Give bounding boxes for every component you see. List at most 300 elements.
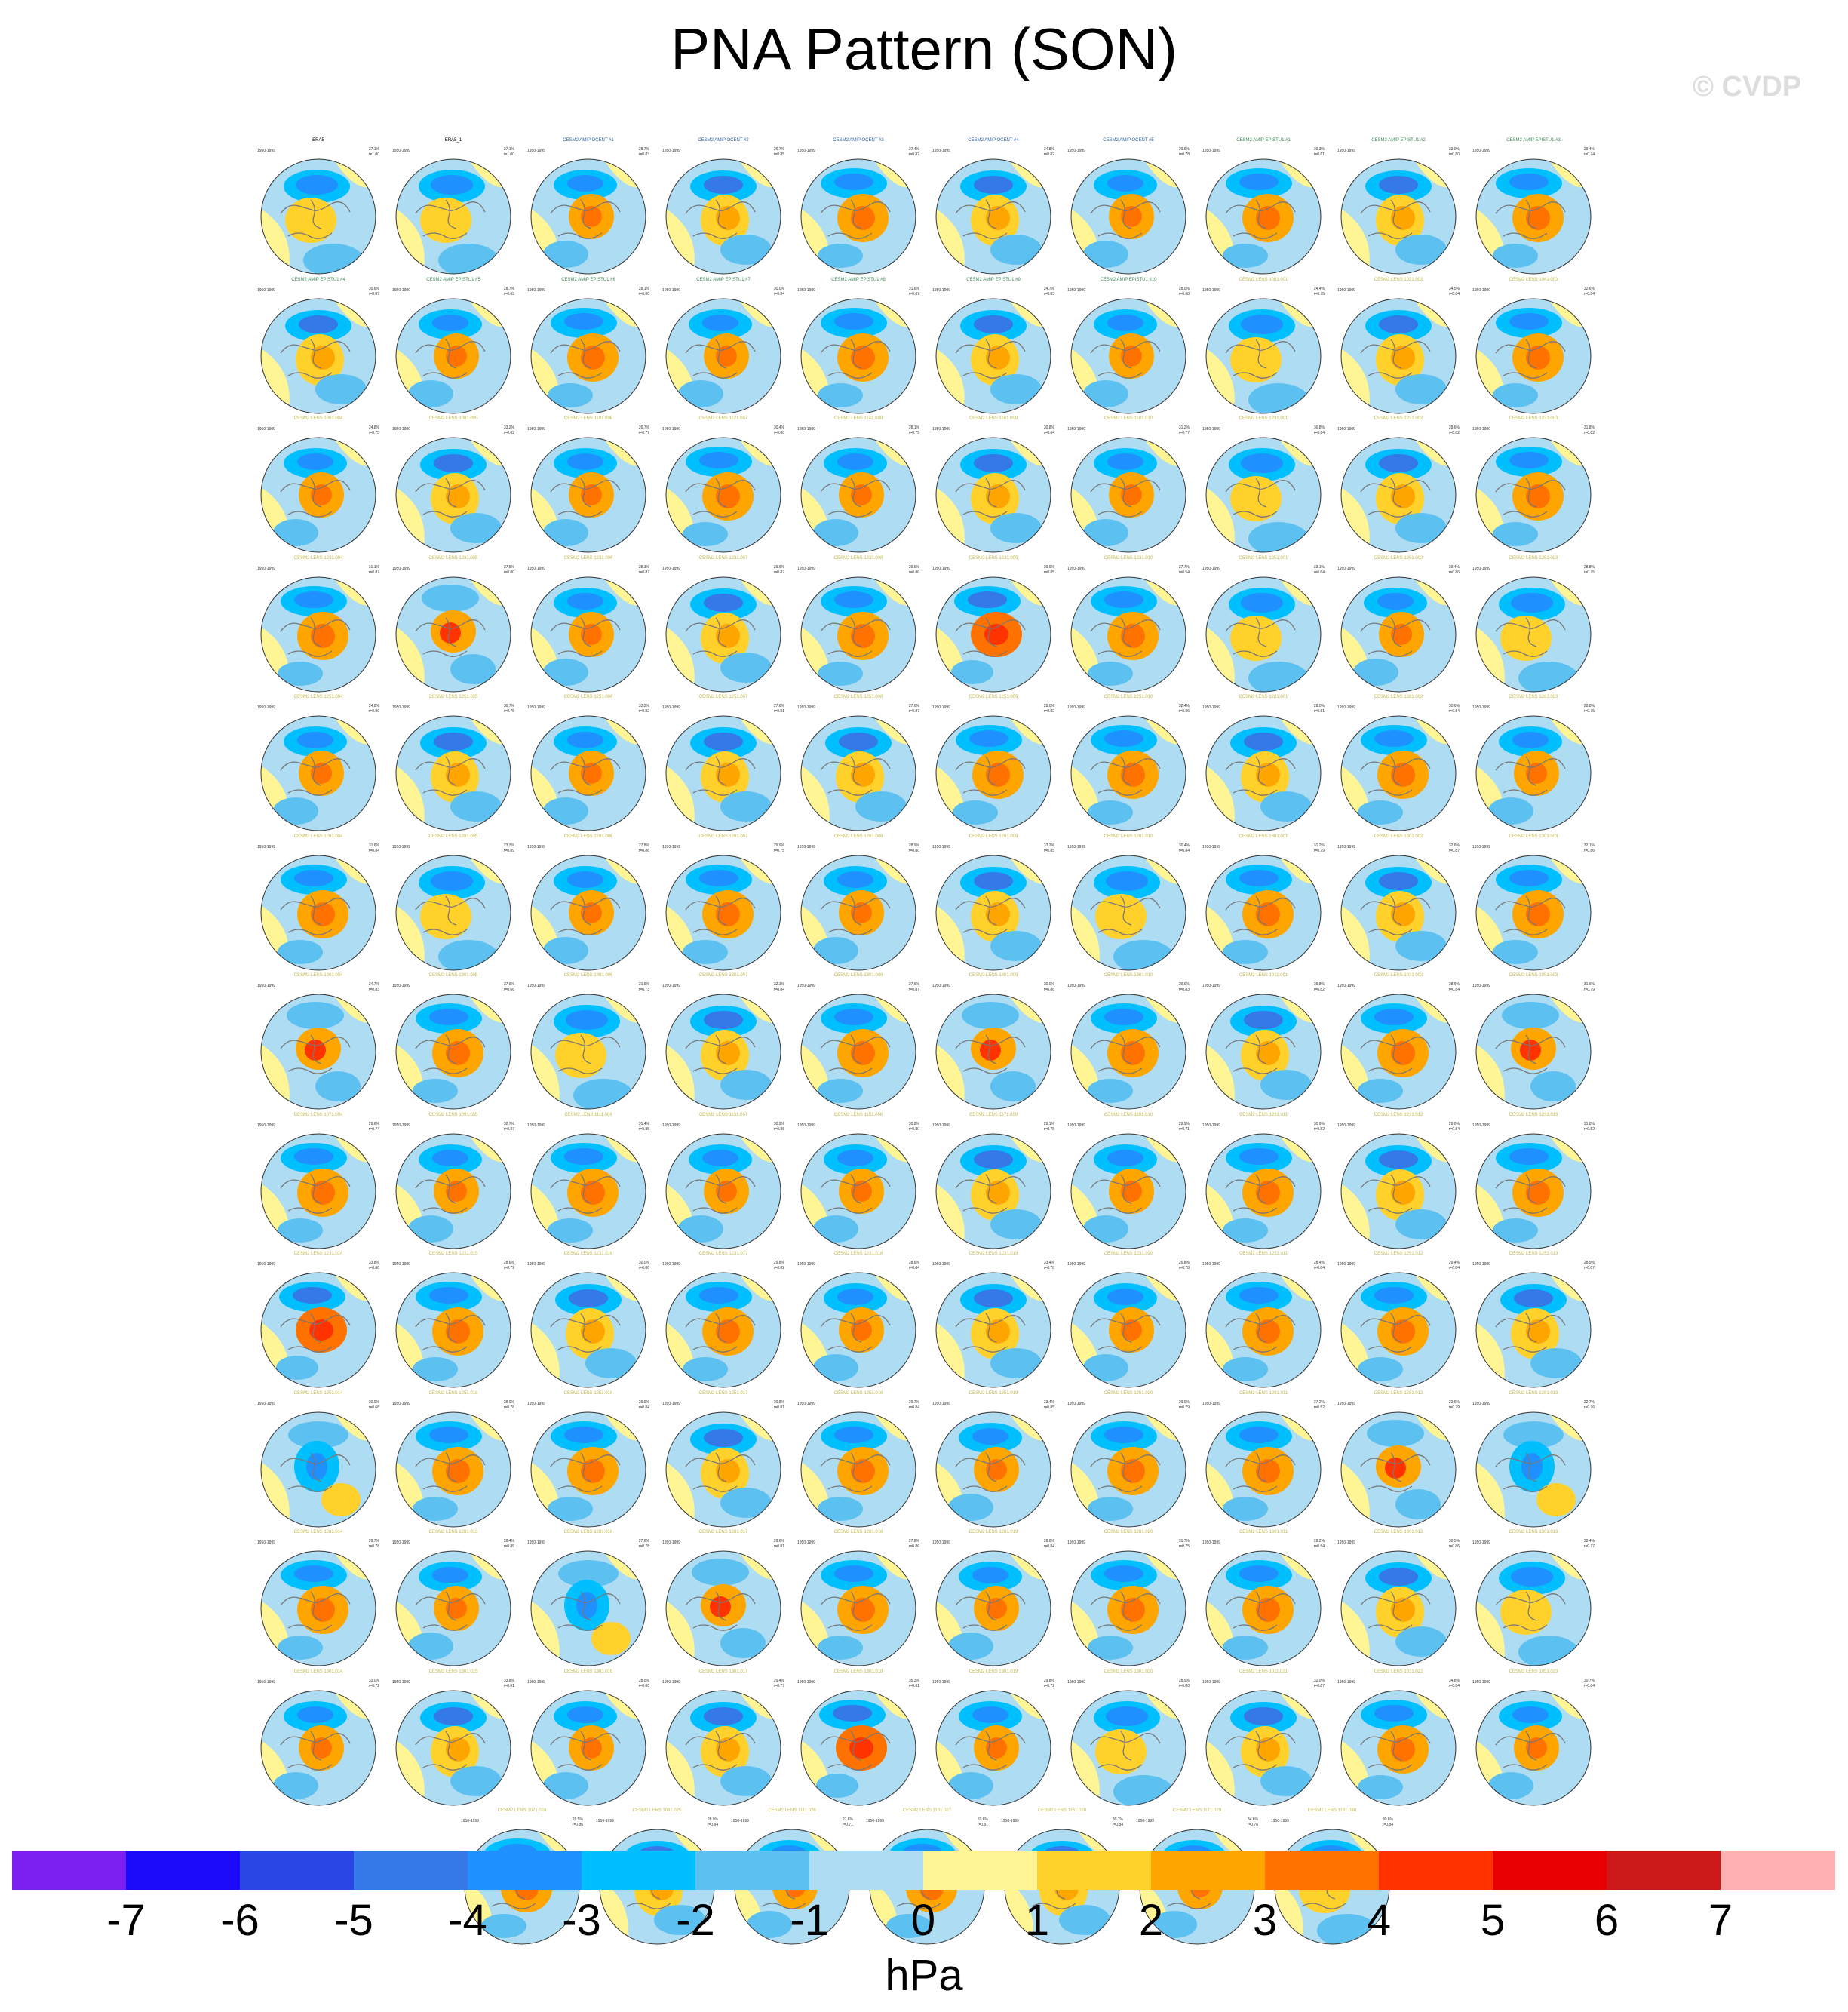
panel-variance: 28.6% — [1043, 1539, 1054, 1544]
panel-variance: 31.8% — [1583, 425, 1595, 430]
panel-title: CESM2 LENS 1091.025 — [632, 1808, 682, 1813]
map-panel — [524, 278, 652, 421]
polar-map — [1334, 1547, 1463, 1672]
panel-correlation: r=0.86 — [368, 1266, 379, 1270]
panel-correlation: r=0.75 — [368, 431, 379, 435]
panel-years: 1950-1999 — [797, 1123, 815, 1128]
panel-years: 1950-1999 — [932, 1540, 950, 1545]
panel-title: CESM2 LENS 1251.006 — [563, 695, 613, 699]
panel-variance: 30.9% — [1313, 1121, 1325, 1126]
panel-variance: 39.4% — [1448, 564, 1460, 570]
polar-map — [524, 433, 652, 558]
map-panel — [1469, 1669, 1598, 1813]
polar-map — [524, 1547, 652, 1672]
panel-correlation: r=0.84 — [773, 291, 784, 296]
map-panel — [389, 138, 517, 281]
panel-correlation: r=0.86 — [638, 1266, 649, 1270]
panel-variance: 30.6% — [368, 286, 379, 291]
map-panel — [1064, 278, 1193, 421]
panel-title: CESM2 LENS 1231.010 — [1104, 555, 1153, 561]
panel-years: 1950-1999 — [1067, 1679, 1085, 1685]
panel-correlation: r=0.83 — [1043, 291, 1054, 296]
panel-years: 1950-1999 — [662, 149, 680, 153]
map-panel — [1469, 278, 1598, 421]
panel-years: 1950-1999 — [662, 844, 680, 849]
map-panel — [254, 695, 382, 838]
panel-correlation: r=0.84 — [908, 1266, 919, 1270]
panel-correlation: r=0.79 — [1448, 1405, 1460, 1410]
panel-variance: 28.0% — [1178, 286, 1190, 291]
panel-variance: 29.6% — [1178, 1399, 1190, 1405]
panel-variance: 30.0% — [638, 1261, 649, 1265]
panel-correlation: r=0.64 — [1043, 431, 1054, 435]
panel-correlation: r=0.87 — [1313, 1683, 1325, 1688]
panel-years: 1950-1999 — [461, 1819, 479, 1823]
panel-title: CESM2 LENS 1281.017 — [698, 1530, 748, 1534]
polar-map — [1199, 573, 1328, 698]
panel-title: CESM2 LENS 1281.013 — [1509, 1390, 1558, 1396]
panel-years: 1950-1999 — [392, 1123, 410, 1128]
panel-variance: 33.1% — [1313, 564, 1325, 570]
map-panel — [1469, 556, 1598, 699]
panel-correlation: r=1.00 — [503, 152, 514, 157]
map-panel — [1064, 1669, 1193, 1813]
panel-correlation: r=0.84 — [1448, 1266, 1460, 1270]
panel-correlation: r=0.84 — [1448, 1683, 1460, 1688]
map-panel — [254, 1113, 382, 1256]
panel-years: 1950-1999 — [1202, 1401, 1220, 1406]
panel-title: CESM2 LENS 1231.011 — [1239, 1112, 1288, 1117]
colorbar-swatch — [126, 1851, 241, 1890]
colorbar-tick-label: 7 — [1708, 1896, 1733, 1945]
polar-map — [659, 711, 787, 837]
panel-correlation: r=0.84 — [368, 848, 379, 853]
map-panel — [1064, 1391, 1193, 1534]
colorbar-tick-label: 1 — [1024, 1896, 1050, 1945]
panel-years: 1950-1999 — [662, 427, 680, 432]
panel-variance: 28.4% — [1313, 1261, 1325, 1265]
panel-title: CESM2 LENS 1191.030 — [1307, 1808, 1357, 1813]
map-panel — [1199, 973, 1328, 1117]
panel-title: CESM2 LENS 1091.005 — [428, 1112, 478, 1117]
map-panel — [524, 556, 652, 699]
panel-years: 1950-1999 — [392, 1262, 410, 1267]
panel-years: 1950-1999 — [662, 287, 680, 293]
polar-map — [524, 1126, 652, 1255]
panel-years: 1950-1999 — [1337, 844, 1355, 849]
panel-variance: 33.6% — [977, 1817, 988, 1822]
panel-title: CESM2 LENS 1301.003 — [1509, 834, 1558, 839]
colorbar-swatch — [12, 1851, 127, 1890]
map-panel — [524, 1113, 652, 1256]
polar-map — [389, 1408, 517, 1533]
panel-title: CESM2 AMIP EPISTU1 #1 — [1236, 138, 1291, 143]
polar-map — [389, 573, 517, 698]
panel-correlation: r=0.74 — [368, 1126, 379, 1132]
panel-years: 1950-1999 — [392, 1679, 410, 1685]
panel-years: 1950-1999 — [1067, 984, 1085, 988]
polar-map — [659, 1126, 787, 1255]
polar-map — [1334, 1268, 1463, 1393]
polar-map — [929, 1547, 1058, 1672]
panel-years: 1950-1999 — [257, 566, 275, 571]
panel-years: 1950-1999 — [932, 705, 950, 710]
panel-correlation: r=0.78 — [1178, 1266, 1190, 1270]
panel-title: CESM2 LENS 1121.007 — [698, 416, 748, 421]
panel-variance: 28.9% — [908, 843, 919, 848]
panel-years: 1950-1999 — [932, 427, 950, 432]
panel-years: 1950-1999 — [1337, 287, 1355, 293]
panel-title: CESM2 LENS 1301.018 — [833, 1669, 883, 1674]
panel-years: 1950-1999 — [731, 1819, 749, 1823]
panel-variance: 30.0% — [773, 286, 784, 291]
panel-title: CESM2 LENS 1051.023 — [1509, 1669, 1558, 1674]
map-panel — [794, 695, 922, 838]
panel-title: CESM2 LENS 1231.009 — [969, 555, 1018, 561]
panel-years: 1950-1999 — [932, 1401, 950, 1406]
map-panel — [1334, 1530, 1463, 1673]
map-panel — [524, 834, 652, 978]
panel-title: CESM2 LENS 1301.020 — [1104, 1669, 1153, 1674]
panel-variance: 31.4% — [638, 1121, 649, 1126]
panel-title: CESM2 LENS 1231.007 — [698, 555, 748, 561]
panel-variance: 37.1% — [368, 147, 379, 152]
panel-variance: 34.6% — [1247, 1817, 1258, 1822]
map-panel — [794, 1113, 922, 1256]
colorbar-tick-label: -7 — [106, 1896, 146, 1945]
panel-correlation: r=0.84 — [707, 1823, 718, 1827]
panel-variance: 33.8% — [503, 1678, 514, 1683]
panel-variance: 33.0% — [1448, 147, 1460, 152]
polar-map — [1469, 1408, 1598, 1533]
polar-map — [1334, 155, 1463, 280]
panel-years: 1950-1999 — [1337, 149, 1355, 153]
panel-title: CESM2 LENS 1231.016 — [563, 1252, 613, 1256]
panel-years: 1950-1999 — [1202, 844, 1220, 849]
panel-years: 1950-1999 — [257, 1540, 275, 1545]
panel-title: CESM2 LENS 1081.005 — [428, 416, 478, 421]
panel-years: 1950-1999 — [1202, 984, 1220, 988]
panel-correlation: r=0.54 — [1178, 570, 1190, 575]
panel-years: 1950-1999 — [1271, 1819, 1289, 1823]
polar-map — [1199, 155, 1328, 280]
panel-years: 1950-1999 — [1067, 1401, 1085, 1406]
map-panel — [1064, 973, 1193, 1117]
panel-variance: 37.1% — [503, 147, 514, 152]
map-panel — [659, 1391, 787, 1534]
panel-correlation: r=0.78 — [1043, 1266, 1054, 1270]
panel-years: 1950-1999 — [797, 1401, 815, 1406]
panel-correlation: r=0.86 — [908, 570, 919, 575]
map-panel — [929, 695, 1058, 838]
map-panel — [659, 973, 787, 1117]
panel-years: 1950-1999 — [1067, 566, 1085, 571]
panel-title: CESM2 AMIP OCENT #2 — [698, 138, 749, 143]
panel-variance: 29.9% — [638, 1399, 649, 1405]
panel-years: 1950-1999 — [392, 705, 410, 710]
panel-variance: 28.0% — [1313, 704, 1325, 708]
panel-years: 1950-1999 — [932, 844, 950, 849]
panel-correlation: r=0.88 — [773, 1126, 784, 1132]
panel-variance: 28.0% — [1043, 704, 1054, 708]
panel-years: 1950-1999 — [1337, 705, 1355, 710]
panel-correlation: r=0.75 — [773, 848, 784, 853]
panel-correlation: r=0.78 — [638, 1544, 649, 1549]
map-panel — [389, 695, 517, 838]
panel-title: CESM2 LENS 1281.003 — [1509, 695, 1558, 699]
panel-years: 1950-1999 — [1067, 1123, 1085, 1128]
panel-years: 1950-1999 — [1202, 1123, 1220, 1128]
panel-variance: 28.6% — [1448, 425, 1460, 430]
panel-correlation: r=0.87 — [908, 988, 919, 992]
colorbar-tick-label: -6 — [220, 1896, 259, 1945]
panel-years: 1950-1999 — [392, 427, 410, 432]
panel-variance: 29.6% — [368, 1121, 379, 1126]
polar-map — [524, 573, 652, 698]
panel-correlation: r=0.82 — [1043, 709, 1054, 714]
panel-title: CESM2 LENS 1141.008 — [833, 416, 883, 421]
panel-years: 1950-1999 — [1001, 1819, 1019, 1823]
panel-years: 1950-1999 — [1337, 427, 1355, 432]
panel-correlation: r=0.84 — [1382, 1823, 1393, 1827]
panel-correlation: r=0.71 — [1178, 1126, 1190, 1132]
panel-correlation: r=0.81 — [1313, 709, 1325, 714]
panel-title: CESM2 LENS 1231.012 — [1374, 1112, 1423, 1117]
panel-correlation: r=0.82 — [638, 709, 649, 714]
panel-title: CESM2 LENS 1301.007 — [698, 973, 748, 978]
map-panel — [254, 1530, 382, 1673]
colorbar-swatch — [1721, 1851, 1835, 1890]
panel-correlation: r=0.81 — [773, 1405, 784, 1410]
panel-variance: 30.0% — [1043, 982, 1054, 987]
panel-correlation: r=0.84 — [1448, 709, 1460, 714]
panel-title: CESM2 LENS 1281.018 — [833, 1530, 883, 1534]
map-panel — [1469, 416, 1598, 560]
panel-variance: 31.6% — [1583, 982, 1595, 987]
panel-variance: 24.8% — [368, 425, 379, 430]
panel-correlation: r=0.66 — [503, 988, 514, 992]
map-panel — [1064, 556, 1193, 699]
panel-years: 1950-1999 — [1202, 149, 1220, 153]
panel-years: 1950-1999 — [1472, 566, 1490, 571]
polar-map — [524, 1268, 652, 1393]
map-panel — [1064, 834, 1193, 978]
panel-variance: 33.4% — [1043, 1399, 1054, 1405]
polar-map — [794, 1126, 922, 1255]
panel-years: 1950-1999 — [527, 566, 545, 571]
panel-correlation: r=0.82 — [503, 431, 514, 435]
panel-title: CESM2 LENS 1251.007 — [698, 695, 748, 699]
map-panel — [929, 834, 1058, 978]
polar-map — [254, 1268, 382, 1393]
panel-correlation: r=0.84 — [1313, 431, 1325, 435]
polar-map — [524, 990, 652, 1115]
map-panel — [794, 1669, 922, 1813]
panel-variance: 32.6% — [1583, 286, 1595, 291]
polar-map — [1334, 711, 1463, 837]
panel-variance: 27.6% — [908, 704, 919, 708]
map-panel — [389, 1530, 517, 1673]
map-panel — [659, 416, 787, 560]
panel-title: CESM2 AMIP EPISTU1 #5 — [426, 277, 480, 282]
panel-correlation: r=0.82 — [773, 1266, 784, 1270]
colorbar-tick-label: 4 — [1366, 1896, 1392, 1945]
panel-correlation: r=0.80 — [908, 848, 919, 853]
panel-correlation: r=0.80 — [1448, 152, 1460, 157]
map-panel — [1334, 695, 1463, 838]
map-panel — [254, 416, 382, 560]
colorbar-swatch — [1151, 1851, 1266, 1890]
panel-variance: 30.2% — [908, 1121, 919, 1126]
map-panel — [389, 1669, 517, 1813]
map-panel — [1469, 695, 1598, 838]
map-panel — [794, 834, 922, 978]
panel-correlation: r=0.80 — [638, 1683, 649, 1688]
panel-title: CESM2 LENS 1281.008 — [833, 834, 883, 839]
panel-correlation: r=0.87 — [503, 1126, 514, 1132]
panel-variance: 28.9% — [1583, 1261, 1595, 1265]
colorbar-swatch — [582, 1851, 696, 1890]
panel-years: 1950-1999 — [1337, 1262, 1355, 1267]
polar-map — [929, 1268, 1058, 1393]
panel-correlation: r=0.81 — [773, 1544, 784, 1549]
polar-map — [929, 990, 1058, 1115]
panel-years: 1950-1999 — [527, 705, 545, 710]
panel-years: 1950-1999 — [932, 1262, 950, 1267]
colorbar-tick-label: -5 — [334, 1896, 373, 1945]
polar-map — [1064, 433, 1193, 558]
panel-years: 1950-1999 — [1067, 149, 1085, 153]
map-panel — [929, 973, 1058, 1117]
panel-variance: 24.4% — [1313, 286, 1325, 291]
map-panel — [659, 1530, 787, 1673]
panel-title: CESM2 LENS 1301.006 — [563, 973, 613, 978]
panel-variance: 27.6% — [908, 982, 919, 987]
colorbar-swatch — [809, 1851, 924, 1890]
panel-variance: 28.6% — [503, 1261, 514, 1265]
panel-title: CESM2 LENS 1251.003 — [1509, 555, 1558, 561]
panel-correlation: r=0.82 — [908, 152, 919, 157]
panel-variance: 27.6% — [503, 982, 514, 987]
panel-title: CESM2 LENS 1281.005 — [428, 834, 478, 839]
panel-title: CESM2 LENS 1301.005 — [428, 973, 478, 978]
panel-correlation: r=0.87 — [908, 709, 919, 714]
panel-years: 1950-1999 — [662, 1123, 680, 1128]
panel-years: 1950-1999 — [1202, 1540, 1220, 1545]
polar-map — [1064, 573, 1193, 698]
panel-correlation: r=0.84 — [773, 988, 784, 992]
polar-map — [794, 1408, 922, 1533]
panel-title: CESM2 LENS 1301.008 — [833, 973, 883, 978]
map-panel — [659, 278, 787, 421]
panel-years: 1950-1999 — [662, 1401, 680, 1406]
panel-variance: 30.5% — [1448, 1539, 1460, 1544]
panel-title: CESM2 LENS 1251.020 — [1104, 1390, 1153, 1396]
polar-map — [1064, 1408, 1193, 1533]
map-panel — [389, 1252, 517, 1395]
panel-variance: 31.2% — [1178, 425, 1190, 430]
polar-map — [1064, 711, 1193, 837]
polar-map — [1064, 155, 1193, 280]
polar-map — [794, 990, 922, 1115]
panel-years: 1950-1999 — [1067, 287, 1085, 293]
map-panel — [794, 138, 922, 281]
map-panel — [1064, 138, 1193, 281]
panel-title: CESM2 LENS 1251.014 — [293, 1390, 343, 1396]
polar-map — [659, 155, 787, 280]
panel-title: CESM2 LENS 1031.022 — [1374, 1669, 1423, 1674]
colorbar-swatch — [240, 1851, 355, 1890]
panel-variance: 29.8% — [773, 1261, 784, 1265]
panel-years: 1950-1999 — [527, 984, 545, 988]
panel-title: CESM2 LENS 1021.002 — [1374, 277, 1423, 282]
panel-years: 1950-1999 — [257, 844, 275, 849]
panel-variance: 24.7% — [1043, 286, 1054, 291]
panel-years: 1950-1999 — [1337, 566, 1355, 571]
panel-correlation: r=0.86 — [1448, 570, 1460, 575]
panel-variance: 28.9% — [1178, 1678, 1190, 1683]
panel-years: 1950-1999 — [392, 844, 410, 849]
panel-years: 1950-1999 — [932, 984, 950, 988]
panel-title: CESM2 LENS 1281.020 — [1104, 1530, 1153, 1534]
map-panel — [389, 973, 517, 1117]
polar-map — [659, 1408, 787, 1533]
map-panel — [659, 1113, 787, 1256]
panel-variance: 28.8% — [1583, 704, 1595, 708]
panel-correlation: r=0.84 — [1313, 1266, 1325, 1270]
panel-variance: 30.7% — [503, 704, 514, 708]
map-panel — [1064, 1252, 1193, 1395]
panel-years: 1950-1999 — [257, 427, 275, 432]
panel-variance: 37.5% — [503, 564, 514, 570]
panel-variance: 29.6% — [773, 1539, 784, 1544]
panel-correlation: r=0.76 — [1583, 1405, 1595, 1410]
panel-title: CESM2 LENS 1301.014 — [293, 1669, 343, 1674]
panel-variance: 31.2% — [1313, 843, 1325, 848]
chart-title: PNA Pattern (SON) — [671, 16, 1177, 82]
colorbar-swatch — [923, 1851, 1038, 1890]
panel-correlation: r=0.75 — [908, 431, 919, 435]
panel-variance: 28.4% — [503, 1539, 514, 1544]
panel-variance: 32.1% — [773, 982, 784, 987]
polar-map — [794, 573, 922, 698]
panel-years: 1950-1999 — [932, 149, 950, 153]
panel-variance: 29.8% — [1043, 1678, 1054, 1683]
panel-variance: 28.9% — [503, 1399, 514, 1405]
colorbar-tick-label: 3 — [1252, 1896, 1278, 1945]
polar-map — [1064, 1547, 1193, 1672]
map-panel — [254, 1252, 382, 1395]
panel-correlation: r=0.80 — [503, 570, 514, 575]
map-panel — [659, 1252, 787, 1395]
panel-variance: 29.5% — [572, 1817, 583, 1822]
panel-title: CESM2 LENS 1231.019 — [969, 1252, 1018, 1256]
panel-correlation: r=0.87 — [638, 570, 649, 575]
panel-variance: 31.8% — [1583, 1121, 1595, 1126]
panel-title: CESM2 LENS 1301.010 — [1104, 973, 1153, 978]
panel-variance: 31.6% — [908, 286, 919, 291]
panel-variance: 34.7% — [368, 982, 379, 987]
panel-years: 1950-1999 — [1472, 1540, 1490, 1545]
panel-variance: 28.1% — [908, 425, 919, 430]
map-panel — [659, 834, 787, 978]
panel-title: CESM2 LENS 1251.012 — [1374, 1252, 1423, 1256]
panel-variance: 28.2% — [1313, 1539, 1325, 1544]
map-panel — [1469, 1113, 1598, 1256]
panel-title: CESM2 LENS 1181.010 — [1104, 416, 1153, 421]
panel-variance: 22.7% — [1583, 1399, 1595, 1405]
panel-variance: 29.8% — [1313, 982, 1325, 987]
